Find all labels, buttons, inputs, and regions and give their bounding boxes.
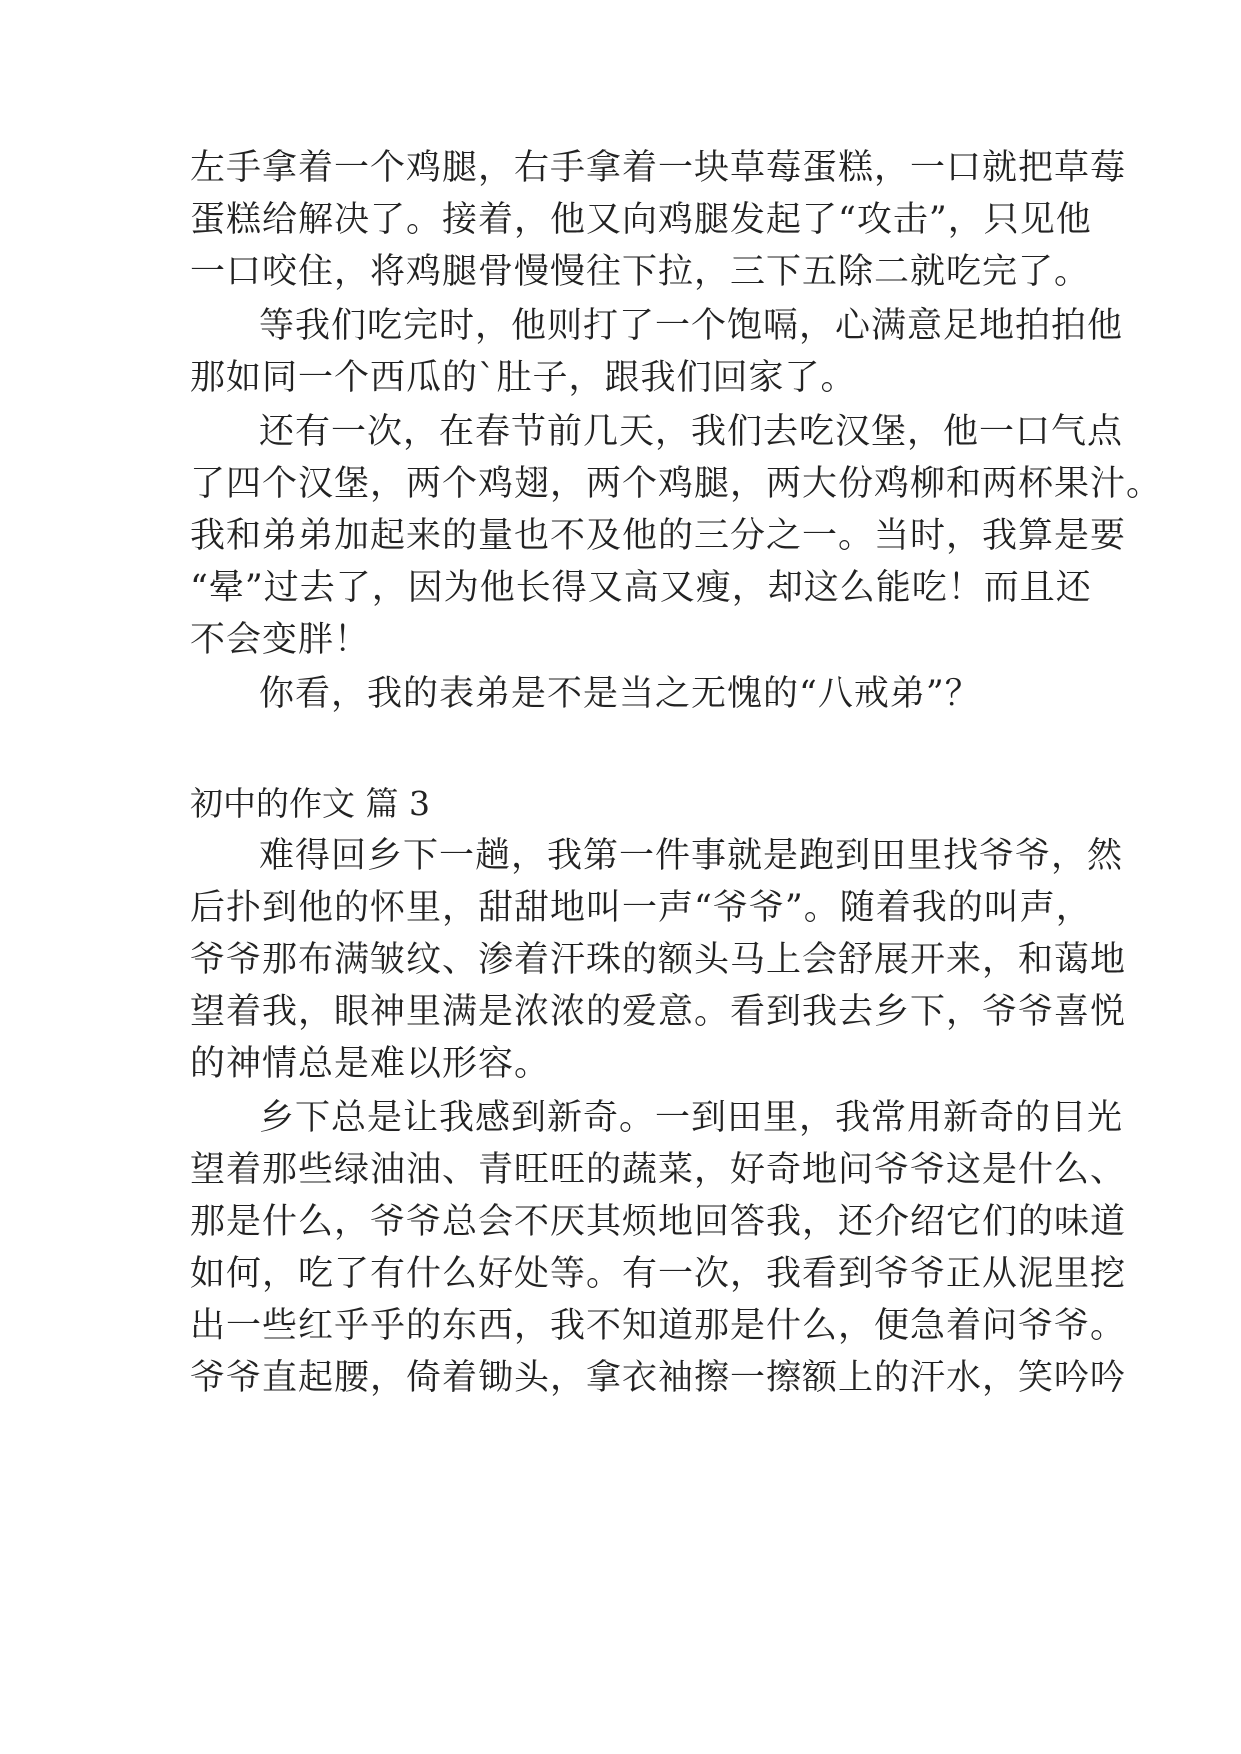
text-line: 的神情总是难以形容。	[190, 1044, 551, 1084]
text-line: 后扑到他的怀里，甜甜地叫一声“爷爷”。随着我的叫声，	[190, 888, 1092, 928]
text-line: 蛋糕给解决了。接着，他又向鸡腿发起了“攻击”，只见他	[190, 200, 1092, 240]
text-line: 爷爷直起腰，倚着锄头，拿衣袖擦一擦额上的汗水，笑吟吟	[190, 1358, 1127, 1398]
text-line: 望着那些绿油油、青旺旺的蔬菜，好奇地问爷爷这是什么、	[190, 1150, 1127, 1190]
text-line: 那如同一个西瓜的`肚子，跟我们回家了。	[190, 358, 857, 398]
text-line: 左手拿着一个鸡腿，右手拿着一块草莓蛋糕，一口就把草莓	[190, 148, 1127, 188]
text-line: 了四个汉堡，两个鸡翅，两个鸡腿，两大份鸡柳和两杯果汁。	[190, 464, 1163, 504]
section-heading: 初中的作文 篇 3	[190, 784, 430, 823]
text-line: 望着我，眼神里满是浓浓的爱意。看到我去乡下，爷爷喜悦	[190, 992, 1127, 1032]
text-line: 还有一次，在春节前几天，我们去吃汉堡，他一口气点	[259, 412, 1124, 452]
text-line: 你看，我的表弟是不是当之无愧的“八戒弟”？	[259, 674, 981, 714]
text-line: 一口咬住，将鸡腿骨慢慢往下拉，三下五除二就吃完了。	[190, 252, 1091, 292]
text-line: 乡下总是让我感到新奇。一到田里，我常用新奇的目光	[259, 1098, 1124, 1138]
text-line: 如何，吃了有什么好处等。有一次，我看到爷爷正从泥里挖	[190, 1254, 1127, 1294]
text-line: 不会变胖！	[190, 620, 371, 660]
text-line: 那是什么，爷爷总会不厌其烦地回答我，还介绍它们的味道	[190, 1202, 1127, 1242]
text-line: 等我们吃完时，他则打了一个饱嗝，心满意足地拍拍他	[259, 306, 1124, 346]
text-line: 我和弟弟加起来的量也不及他的三分之一。当时，我算是要	[190, 516, 1127, 556]
text-line: “晕”过去了，因为他长得又高又瘦，却这么能吃！而且还	[190, 568, 1092, 608]
text-line: 出一些红乎乎的东西，我不知道那是什么，便急着问爷爷。	[190, 1306, 1127, 1346]
text-line: 难得回乡下一趟，我第一件事就是跑到田里找爷爷，然	[259, 836, 1124, 876]
text-line: 爷爷那布满皱纹、渗着汗珠的额头马上会舒展开来，和蔼地	[190, 940, 1127, 980]
